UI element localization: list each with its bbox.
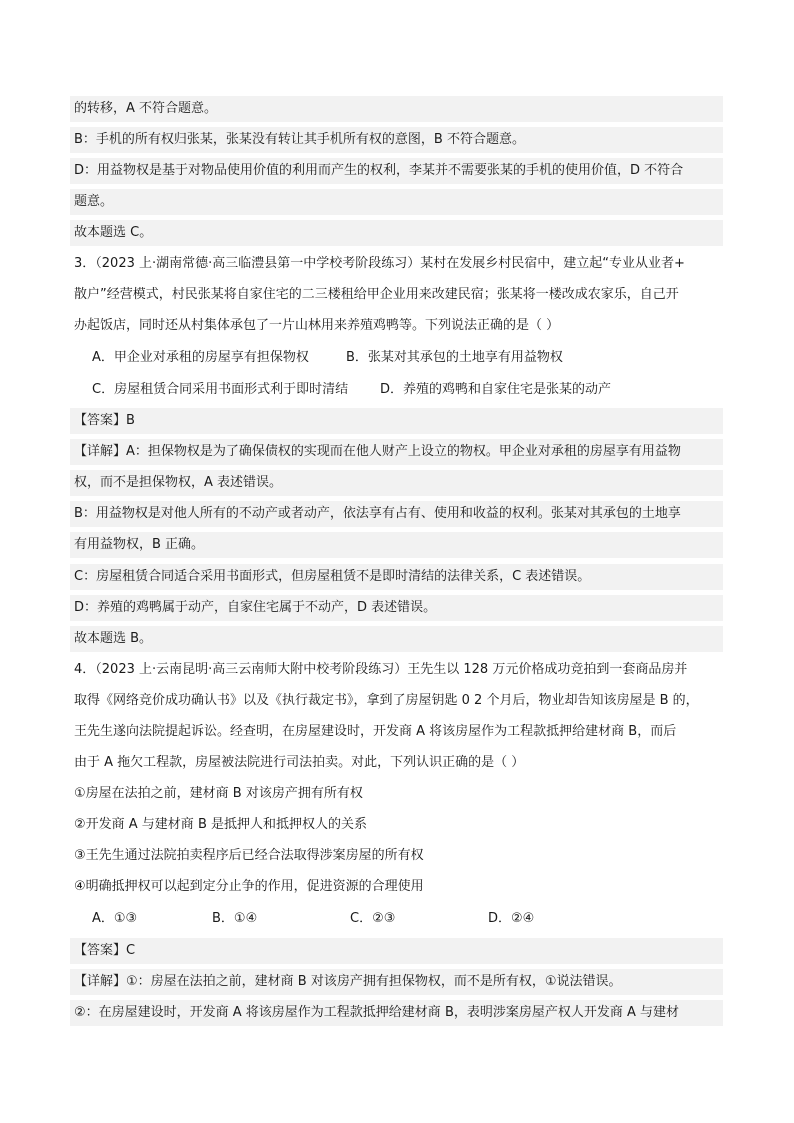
q4-answer: 【答案】C (70, 938, 723, 964)
q4-option-d: D．②④ (488, 911, 535, 926)
q4-stem-line: 4．（2023 上·云南昆明·高三云南师大附中校考阶段练习）王先生以 128 万元价格成功竞拍到一套商品房并 (74, 662, 688, 677)
q3-conclusion: 故本题选 B。 (70, 626, 723, 652)
q2-explanation-line: 题意。 (70, 189, 723, 215)
q4-statement-3: ③王先生通过法院拍卖程序后已经合法取得涉案房屋的所有权 (74, 848, 424, 863)
q4-stem-line: 取得《网络竞价成功确认书》以及《执行裁定书》，拿到了房屋钥匙 0 2 个月后，物业却告知该房屋是 B 的， (74, 693, 699, 708)
q3-detail-line: 【详解】A：担保物权是为了确保债权的实现而在他人财产上设立的物权。甲企业对承租的房屋享有用益物 (70, 439, 723, 465)
q3-detail-line: C：房屋租赁合同适合采用书面形式，但房屋租赁不是即时清结的法律关系，C 表述错误。 (70, 564, 723, 590)
q2-explanation-line: 的转移，A 不符合题意。 (70, 96, 723, 122)
q3-stem-line: 3．（2023 上·湖南常德·高三临澧县第一中学校考阶段练习）某村在发展乡村民宿中，建立起“专业从业者+ (74, 256, 685, 271)
q4-option-b: B．①④ (212, 911, 258, 926)
q4-detail-line: ②：在房屋建设时，开发商 A 将该房屋作为工程款抵押给建材商 B，表明涉案房屋产权人开发商 A 与建材 (70, 1000, 723, 1026)
q4-detail-line: 【详解】①：房屋在法拍之前，建材商 B 对该房产拥有担保物权，而不是所有权，①说法错误。 (70, 969, 723, 995)
q4-statement-1: ①房屋在法拍之前，建材商 B 对该房产拥有所有权 (74, 786, 363, 801)
q4-option-c: C．②③ (350, 911, 396, 926)
q2-conclusion: 故本题选 C。 (70, 220, 723, 246)
q3-detail-line: D：养殖的鸡鸭属于动产，自家住宅属于不动产，D 表述错误。 (70, 595, 723, 621)
q4-stem-line: 王先生遂向法院提起诉讼。经查明，在房屋建设时，开发商 A 将该房屋作为工程款抵押给建材商 B，而后 (74, 724, 677, 739)
q3-stem-line: 散户”经营模式，村民张某将自家住宅的二三楼租给甲企业用来改建民宿；张某将一楼改成农家乐，自己开 (74, 287, 679, 302)
q3-option-c: C．房屋租赁合同采用书面形式利于即时清结 (92, 382, 349, 397)
q4-statement-4: ④明确抵押权可以起到定分止争的作用，促进资源的合理使用 (74, 879, 424, 894)
q2-explanation-line: B：手机的所有权归张某，张某没有转让其手机所有权的意图，B 不符合题意。 (70, 127, 723, 153)
q3-detail-line: 有用益物权，B 正确。 (70, 532, 723, 558)
q4-statement-2: ②开发商 A 与建材商 B 是抵押人和抵押权人的关系 (74, 817, 367, 832)
q3-detail-line: B：用益物权是对他人所有的不动产或者动产，依法享有占有、使用和收益的权利。张某对其承包的土地享 (70, 501, 723, 527)
q3-answer: 【答案】B (70, 408, 723, 434)
q3-option-d: D．养殖的鸡鸭和自家住宅是张某的动产 (380, 382, 612, 397)
q3-stem-line: 办起饭店，同时还从村集体承包了一片山林用来养殖鸡鸭等。下列说法正确的是（ ） (74, 318, 560, 333)
q2-explanation-line: D：用益物权是基于对物品使用价值的利用而产生的权利，李某并不需要张某的手机的使用价值，D 不符合 (70, 158, 723, 184)
q4-stem-line: 由于 A 拖欠工程款，房屋被法院进行司法拍卖。对此，下列认识正确的是（ ） (74, 755, 525, 770)
q3-detail-line: 权，而不是担保物权，A 表述错误。 (70, 470, 723, 496)
q3-option-a: A．甲企业对承租的房屋享有担保物权 (92, 350, 309, 365)
q4-option-a: A．①③ (92, 911, 138, 926)
q3-option-b: B．张某对其承包的土地享有用益物权 (346, 350, 563, 365)
